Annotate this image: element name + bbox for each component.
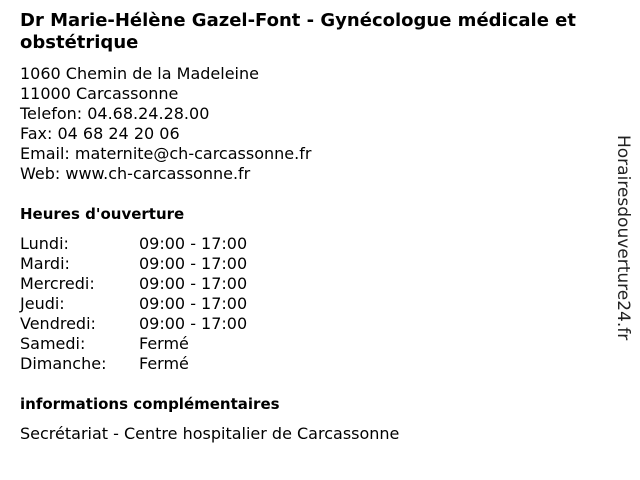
site-watermark — [609, 135, 637, 345]
hours-day: Mardi: — [20, 254, 70, 273]
email-address: Email: maternite@ch-carcassonne.fr — [20, 144, 312, 163]
fax-number: Fax: 04 68 24 20 06 — [20, 124, 180, 143]
hours-day: Samedi: — [20, 334, 86, 353]
hours-row-sunday — [20, 354, 247, 374]
hours-row-wednesday — [20, 274, 247, 294]
hours-time: 09:00 - 17:00 — [139, 274, 248, 293]
hours-day: Mercredi: — [20, 274, 95, 293]
phone-number: Telefon: 04.68.24.28.00 — [20, 104, 210, 123]
hours-row-thursday — [20, 294, 247, 314]
contact-block — [20, 64, 311, 184]
additional-info-text: Secrétariat - Centre hospitalier de Carcassonne — [20, 424, 400, 443]
hours-time: 09:00 - 17:00 — [139, 314, 248, 333]
hours-day: Jeudi: — [20, 294, 65, 313]
hours-row-friday — [20, 314, 247, 334]
address-city: 11000 Carcassonne — [20, 84, 179, 103]
hours-time: Fermé — [139, 334, 189, 353]
hours-day: Lundi: — [20, 234, 69, 253]
opening-hours-heading: Heures d'ouverture — [20, 205, 185, 223]
hours-row-tuesday — [20, 254, 247, 274]
hours-day: Dimanche: — [20, 354, 107, 373]
hours-time: 09:00 - 17:00 — [139, 294, 248, 313]
hours-row-saturday — [20, 334, 247, 354]
address-street: 1060 Chemin de la Madeleine — [20, 64, 259, 83]
hours-day: Vendredi: — [20, 314, 96, 333]
hours-time: 09:00 - 17:00 — [139, 234, 248, 253]
opening-hours-table — [20, 234, 247, 374]
hours-row-monday — [20, 234, 247, 254]
website-address: Web: www.ch-carcassonne.fr — [20, 164, 251, 183]
hours-time: 09:00 - 17:00 — [139, 254, 248, 273]
page-title: Dr Marie-Hélène Gazel-Font - Gynécologue médicale et obstétrique — [20, 10, 576, 53]
watermark-text: Horairesdouverture24.fr — [613, 135, 633, 341]
hours-time: Fermé — [139, 354, 189, 373]
additional-info-heading: informations complémentaires — [20, 395, 280, 413]
